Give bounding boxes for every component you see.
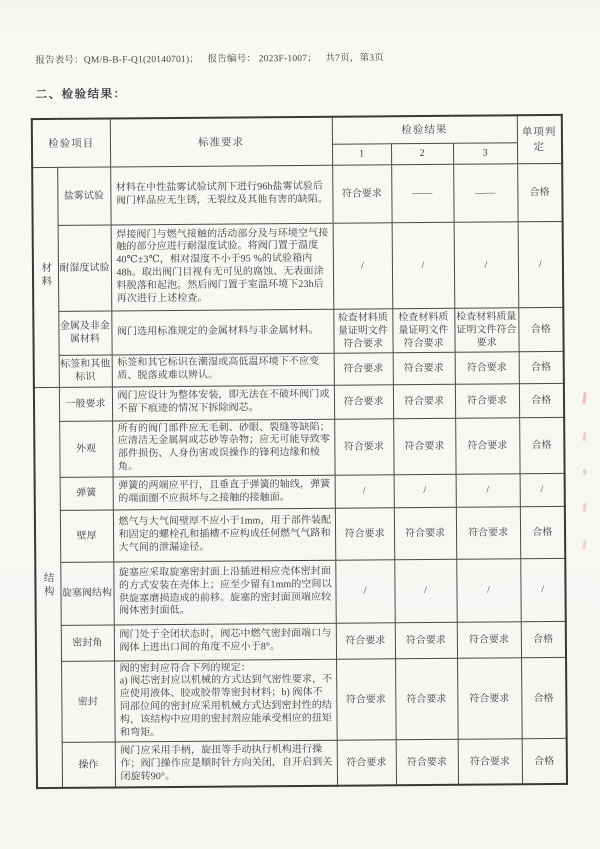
table-row-metal-materials (33, 307, 563, 355)
group-label: 结构 (42, 572, 54, 600)
red-stamp-bleedthrough-marks (576, 392, 592, 592)
result-cell-1: 符合要求 (334, 384, 393, 418)
result-cell-1: / (335, 559, 394, 622)
result-cell-1: 符合要求 (337, 740, 396, 785)
standard-cell: 标签和其它标识在潮湿或高低温环境下不应变质、脱落或难以辨认。 (112, 353, 334, 387)
result-cell-1: / (333, 222, 393, 308)
item-cell: 金属及非金属材料 (58, 310, 111, 354)
section-title: 二、检验结果： (35, 88, 127, 102)
header-result-column: 检验结果 (332, 115, 517, 143)
result-cell-3: 符合要求 (455, 351, 519, 384)
judgment-cell: 合格 (521, 657, 567, 739)
table-row-appearance (34, 417, 564, 477)
result-cell-3: 检查材料质量证明文件符合要求 (454, 307, 518, 352)
result-cell-1: 符合要求 (336, 622, 395, 658)
standard-cell: 阀门应采用手柄，旋扭等手动执行机构进行操作；阀门操作应是顺时针方向关闭，自开启到关闭旋转90°。 (115, 741, 337, 788)
standard-cell: 燃气与大气间壁厚不应小于1mm，用于部件装配和固定的螺栓孔和插槽不应构成任何燃气气路和大气间的泄漏途径。 (113, 508, 335, 562)
result-cell-2: 符合要求 (393, 384, 455, 418)
result-cell-3: 符合要求 (457, 657, 522, 739)
result-cell-1: 符合要求 (332, 164, 391, 222)
table-row-seal-angle (36, 621, 566, 661)
result-cell-1: 符合要求 (334, 352, 393, 384)
result-cell-2: 符合要求 (393, 418, 455, 475)
header-row-1 (32, 115, 562, 146)
item-cell: 密封 (61, 661, 115, 743)
item-cell: 耐湿度试验 (58, 224, 112, 310)
standard-cell: 阀门应设计为整体安装，即无法在不破坏阀门或不留下痕迹的情况下拆除阀芯。 (112, 385, 334, 421)
inspection-results-table (31, 114, 568, 789)
judgment-cell: 合格 (519, 417, 564, 474)
result-cell-2: 符合要求 (395, 622, 457, 658)
header-judgment-column: 单项判定 (517, 115, 562, 163)
standard-cell: 焊接阀门与燃气接触的活动部分及与环境空气接触的部分应进行耐湿度试验。将阀门置于温度40℃±3℃，相对湿度不小于95 %的试验箱内48h。取出阀门目视有无可见的腐蚀、无表面涂料脱落和起泡。然后阀门置于室温环境下23h后再次进行上述检查。 (111, 223, 334, 311)
table-row-general (34, 383, 564, 421)
judgment-cell: 合格 (519, 383, 564, 417)
result-cell-2: 符合要求 (393, 352, 455, 384)
standard-cell: 所有的阀门部件应无毛刺、砂眼、裂缝等缺陷；应清洁无金属屑或芯砂等杂物；应无可能导致零部件损伤、人身伤害或误操作的锋利边缘和棱角。 (112, 419, 334, 477)
result-cell-2: 检查材料质量证明文件符合要求 (392, 308, 454, 352)
standard-cell: 旋塞应采取旋塞密封面上沿插进相应壳体密封面的方式安装在壳体上；应至少留有1mm的空间以供旋塞磨损造成的前移。旋塞的密封面顶端应较阀体密封面低。 (113, 560, 335, 625)
result-cell-3: 符合要求 (455, 383, 519, 418)
result-cell-2: —— (391, 164, 453, 222)
judgment-cell: / (520, 558, 565, 621)
result-cell-2: / (394, 559, 456, 622)
page-count: 共7页，第3页 (325, 53, 384, 64)
result-cell-3: / (456, 473, 520, 507)
result-cell-3: / (454, 221, 519, 308)
item-cell: 弹簧 (60, 477, 113, 510)
standard-cell: 材料在中性盐雾试验试剂下进行96h盐雾试验后阀门样品应无生锈，无裂纹及其他有害的缺陷。 (110, 165, 332, 225)
table-row-operation (37, 739, 567, 788)
table-row-salt-spray (32, 163, 562, 225)
header-standard-column: 标准要求 (110, 117, 332, 167)
result-cell-1: 检查材料质量证明文件符合要求 (333, 308, 392, 352)
result-cell-3: 符合要求 (458, 739, 522, 785)
item-cell: 外观 (59, 420, 112, 477)
item-cell: 一般要求 (59, 386, 112, 420)
standard-cell: 阀的密封应符合下列的规定： a) 阀芯密封应以机械的方式达到气密性要求，不应使用液体、胶或胶带等密封材料；b) 阀体不同部位间的密封应采用机械方式达到密封性的结构，该结构中应用的密封剂应能承受相应的扭矩和弯矩。 (114, 659, 337, 743)
result-cell-2: 符合要求 (395, 658, 458, 740)
judgment-cell: 合格 (518, 307, 563, 351)
result-cell-3: —— (453, 163, 517, 222)
table-row-wall-thickness (35, 506, 565, 562)
item-cell: 旋塞阀结构 (60, 562, 113, 625)
standard-cell: 阀门选用标准规定的金属材料与非金属材料。 (111, 309, 333, 355)
header-sample-2: 2 (391, 143, 453, 164)
result-cell-2: / (392, 222, 455, 308)
result-cell-2: / (394, 474, 456, 507)
result-cell-3: / (456, 558, 520, 622)
item-cell: 操作 (62, 742, 115, 787)
result-cell-3: 符合要求 (456, 506, 520, 559)
group-cell-material (32, 167, 59, 387)
standard-cell: 阀门处于全闭状态时，阀芯中燃气密封面端口与阀体上进出口间的角度不应小于8°。 (114, 623, 336, 661)
result-cell-1: 符合要求 (335, 507, 394, 559)
report-form-number: 报告表号：QM/B-B-F-Q1(20140701)； (35, 54, 200, 67)
result-cell-2: 符合要求 (394, 507, 456, 559)
result-cell-2: 符合要求 (396, 740, 458, 785)
judgment-cell: 合格 (519, 351, 564, 383)
table-row-sealing (36, 657, 567, 743)
judgment-cell: 合格 (521, 621, 566, 657)
header-sample-1: 1 (332, 143, 391, 164)
result-cell-1: 符合要求 (334, 418, 393, 475)
result-cell-3: 符合要求 (457, 621, 521, 658)
judgment-cell: 合格 (520, 506, 565, 558)
judgment-cell: / (520, 473, 565, 506)
result-cell-3: 符合要求 (455, 417, 519, 474)
group-cell-structure (34, 387, 62, 788)
group-label: 材料 (40, 261, 52, 290)
result-cell-1: / (335, 474, 394, 507)
table-row-humidity (33, 221, 564, 311)
item-cell: 壁厚 (60, 510, 113, 562)
item-cell: 盐雾试验 (57, 166, 110, 224)
header-item-column: 检验项目 (32, 118, 110, 167)
judgment-cell: 合格 (522, 739, 567, 784)
report-meta-line (35, 49, 390, 66)
header-sample-3: 3 (453, 142, 517, 164)
judgment-cell: 合格 (517, 163, 562, 221)
report-number: 报告编号： 2023F-1007； (207, 53, 317, 65)
table-row-labels (34, 351, 564, 387)
judgment-cell: / (518, 221, 564, 307)
result-cell-1: 符合要求 (336, 658, 396, 740)
table-row-spring (35, 473, 565, 510)
item-cell: 标签和其他标识 (59, 354, 112, 386)
item-cell: 密封角 (61, 625, 114, 661)
table-row-plug-valve-structure (35, 558, 565, 625)
standard-cell: 弹簧的两端应平行，且垂直于弹簧的轴线，弹簧的端面圈不应损坏与之接触的接触面。 (113, 475, 335, 510)
